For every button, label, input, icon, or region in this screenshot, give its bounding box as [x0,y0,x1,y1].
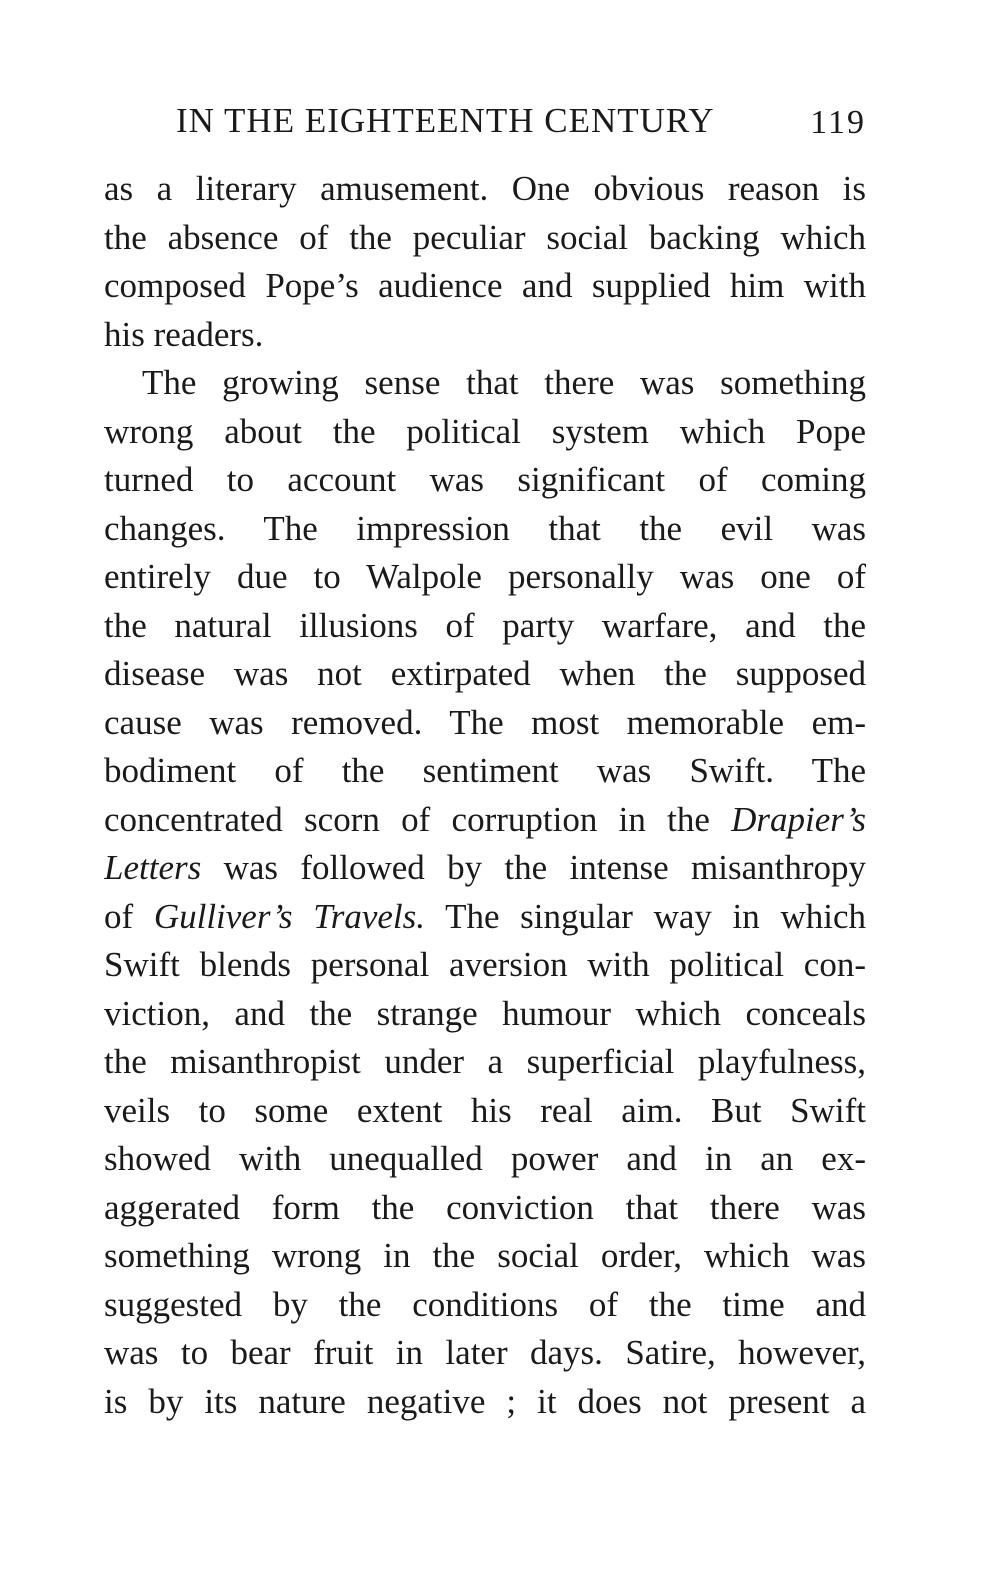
text-line: showed with unequalled power and in an ex- [104,1139,866,1178]
text-line: the natural illusions of party warfare, and the [104,605,866,645]
text-line: changes. The impression that the evil was [104,508,866,548]
text-segment: was followed by the intense misanthropy [201,848,866,887]
text-line: composed Pope’s audience and supplied him with [104,266,866,305]
text-segment: The singular way in which [425,896,866,936]
text-line: aggerated form the conviction that there was [104,1187,866,1227]
text-line: the misanthropist under a superficial playfulness, [104,1042,866,1081]
text-line-mixed [104,844,866,893]
text-line: as a literary amusement. One obvious reason is [104,169,866,208]
italic-title: Gulliver’s Travels. [153,896,426,936]
text-line-mixed [104,893,866,942]
running-header [176,96,866,146]
text-line-mixed [104,796,866,845]
text-line: entirely due to Walpole personally was one of [104,557,866,596]
text-line: cause was removed. The most memorable em- [104,702,866,742]
text-line: bodiment of the sentiment was Swift. The [104,751,866,790]
text-segment: concentrated scorn of corruption in the [104,799,732,839]
running-title: IN THE EIGHTEENTH CENTURY [176,101,715,140]
text-line: the absence of the peculiar social backing which [104,217,866,257]
text-line: Swift blends personal aversion with political con- [104,945,866,984]
text-segment: of [104,896,154,936]
text-line: viction, and the strange humour which conceals [104,993,866,1033]
text-line: turned to account was significant of coming [104,460,866,499]
text-line: is by its nature negative ; it does not present a [104,1381,866,1421]
page-number: 119 [810,104,866,141]
italic-title: Letters [104,848,202,887]
text-line: his readers. [104,314,264,354]
text-line: was to bear fruit in later days. Satire, however, [104,1333,866,1372]
paragraph-first-line: The growing sense that there was something [142,363,866,402]
page-body [104,165,866,1426]
text-line: something wrong in the social order, which was [104,1236,866,1275]
text-line: veils to some extent his real aim. But Swift [104,1090,866,1130]
text-line: disease was not extirpated when the supposed [104,654,866,693]
text-line: wrong about the political system which Pope [104,411,866,451]
text-line: suggested by the conditions of the time and [104,1284,866,1324]
italic-title: Drapier’s [731,799,866,839]
